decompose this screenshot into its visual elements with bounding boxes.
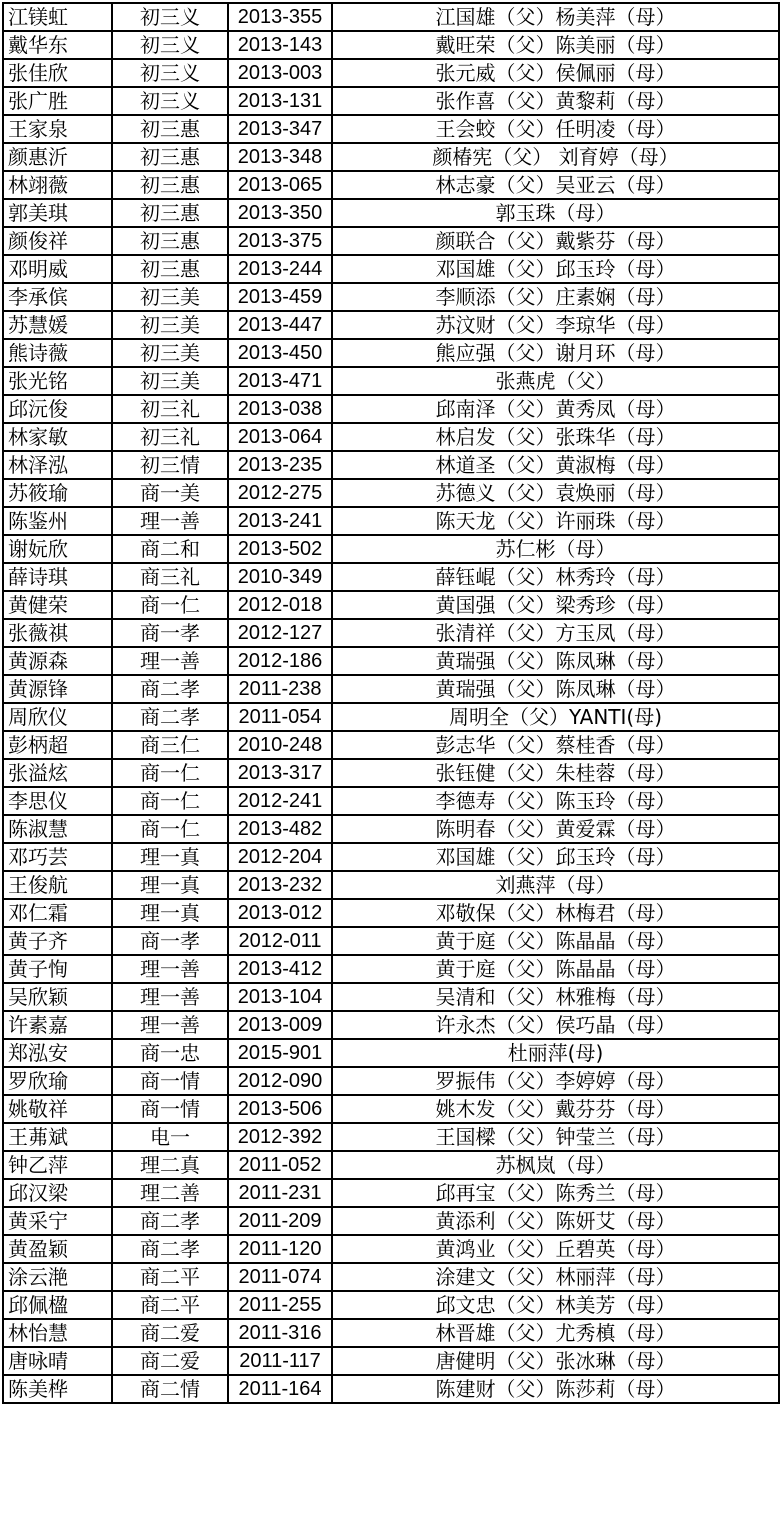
parents-cell: 苏德义（父）袁焕丽（母） bbox=[332, 479, 779, 507]
table-row bbox=[3, 311, 779, 339]
table-row bbox=[3, 507, 779, 535]
class-cell: 商二爱 bbox=[112, 1347, 228, 1375]
student-name-cell: 吴欣颖 bbox=[3, 983, 112, 1011]
student-name-cell: 王家泉 bbox=[3, 115, 112, 143]
student-id-cell: 2013-450 bbox=[228, 339, 332, 367]
student-name-cell: 林翊薇 bbox=[3, 171, 112, 199]
student-name-cell: 邱佩楹 bbox=[3, 1291, 112, 1319]
student-id-cell: 2013-355 bbox=[228, 3, 332, 31]
student-name-cell: 涂云滟 bbox=[3, 1263, 112, 1291]
parents-cell: 姚木发（父）戴芬芬（母） bbox=[332, 1095, 779, 1123]
parents-cell: 邱再宝（父）陈秀兰（母） bbox=[332, 1179, 779, 1207]
table-row bbox=[3, 899, 779, 927]
student-id-cell: 2012-018 bbox=[228, 591, 332, 619]
student-id-cell: 2013-412 bbox=[228, 955, 332, 983]
class-cell: 商二平 bbox=[112, 1291, 228, 1319]
parents-cell: 张燕虎（父） bbox=[332, 367, 779, 395]
parents-cell: 张清祥（父）方玉凤（母） bbox=[332, 619, 779, 647]
parents-cell: 陈建财（父）陈莎莉（母） bbox=[332, 1375, 779, 1403]
table-row bbox=[3, 283, 779, 311]
student-id-cell: 2012-127 bbox=[228, 619, 332, 647]
table-row bbox=[3, 423, 779, 451]
student-id-cell: 2011-238 bbox=[228, 675, 332, 703]
parents-cell: 李德寿（父）陈玉玲（母） bbox=[332, 787, 779, 815]
parents-cell: 罗振伟（父）李婷婷（母） bbox=[332, 1067, 779, 1095]
parents-cell: 周明全（父）YANTI(母) bbox=[332, 703, 779, 731]
student-name-cell: 张广胜 bbox=[3, 87, 112, 115]
table-row bbox=[3, 675, 779, 703]
student-name-cell: 钟乙萍 bbox=[3, 1151, 112, 1179]
table-row bbox=[3, 199, 779, 227]
student-name-cell: 颜俊祥 bbox=[3, 227, 112, 255]
class-cell: 理一善 bbox=[112, 955, 228, 983]
student-id-cell: 2011-255 bbox=[228, 1291, 332, 1319]
student-name-cell: 陈淑慧 bbox=[3, 815, 112, 843]
class-cell: 商一情 bbox=[112, 1095, 228, 1123]
student-name-cell: 彭柄超 bbox=[3, 731, 112, 759]
class-cell: 理一真 bbox=[112, 843, 228, 871]
parents-cell: 黄添利（父）陈妍艾（母） bbox=[332, 1207, 779, 1235]
student-id-cell: 2013-012 bbox=[228, 899, 332, 927]
parents-cell: 李顺添（父）庄素娴（母） bbox=[332, 283, 779, 311]
student-id-cell: 2013-482 bbox=[228, 815, 332, 843]
student-id-cell: 2011-316 bbox=[228, 1319, 332, 1347]
table-row bbox=[3, 619, 779, 647]
table-row bbox=[3, 451, 779, 479]
class-cell: 商三礼 bbox=[112, 563, 228, 591]
roster-table bbox=[2, 2, 780, 1404]
table-row bbox=[3, 1067, 779, 1095]
parents-cell: 林启发（父）张珠华（母） bbox=[332, 423, 779, 451]
student-id-cell: 2012-204 bbox=[228, 843, 332, 871]
student-id-cell: 2011-164 bbox=[228, 1375, 332, 1403]
student-id-cell: 2011-074 bbox=[228, 1263, 332, 1291]
parents-cell: 颜联合（父）戴紫芬（母） bbox=[332, 227, 779, 255]
student-id-cell: 2013-317 bbox=[228, 759, 332, 787]
student-id-cell: 2012-186 bbox=[228, 647, 332, 675]
class-cell: 商三仁 bbox=[112, 731, 228, 759]
student-id-cell: 2012-011 bbox=[228, 927, 332, 955]
student-id-cell: 2013-447 bbox=[228, 311, 332, 339]
student-name-cell: 林家敏 bbox=[3, 423, 112, 451]
table-row bbox=[3, 255, 779, 283]
table-row bbox=[3, 563, 779, 591]
table-row bbox=[3, 1207, 779, 1235]
student-name-cell: 薛诗琪 bbox=[3, 563, 112, 591]
table-row bbox=[3, 955, 779, 983]
parents-cell: 苏汶财（父）李琼华（母） bbox=[332, 311, 779, 339]
class-cell: 初三惠 bbox=[112, 143, 228, 171]
parents-cell: 颜椿宪（父） 刘育婷（母） bbox=[332, 143, 779, 171]
student-name-cell: 戴华东 bbox=[3, 31, 112, 59]
student-name-cell: 王俊航 bbox=[3, 871, 112, 899]
student-id-cell: 2012-392 bbox=[228, 1123, 332, 1151]
student-name-cell: 江镁虹 bbox=[3, 3, 112, 31]
table-row bbox=[3, 59, 779, 87]
table-row bbox=[3, 1123, 779, 1151]
class-cell: 商二孝 bbox=[112, 1235, 228, 1263]
table-row bbox=[3, 1291, 779, 1319]
student-id-cell: 2012-241 bbox=[228, 787, 332, 815]
student-name-cell: 黄子恂 bbox=[3, 955, 112, 983]
student-id-cell: 2010-349 bbox=[228, 563, 332, 591]
table-row bbox=[3, 591, 779, 619]
parents-cell: 彭志华（父）蔡桂香（母） bbox=[332, 731, 779, 759]
student-name-cell: 郑泓安 bbox=[3, 1039, 112, 1067]
parents-cell: 陈天龙（父）许丽珠（母） bbox=[332, 507, 779, 535]
student-id-cell: 2011-054 bbox=[228, 703, 332, 731]
class-cell: 初三美 bbox=[112, 339, 228, 367]
class-cell: 理一真 bbox=[112, 871, 228, 899]
student-name-cell: 黄健荣 bbox=[3, 591, 112, 619]
class-cell: 初三义 bbox=[112, 87, 228, 115]
student-name-cell: 张光铭 bbox=[3, 367, 112, 395]
student-id-cell: 2013-003 bbox=[228, 59, 332, 87]
class-cell: 初三惠 bbox=[112, 171, 228, 199]
student-id-cell: 2011-209 bbox=[228, 1207, 332, 1235]
student-name-cell: 陈美桦 bbox=[3, 1375, 112, 1403]
student-name-cell: 唐咏晴 bbox=[3, 1347, 112, 1375]
class-cell: 商一仁 bbox=[112, 787, 228, 815]
student-id-cell: 2013-471 bbox=[228, 367, 332, 395]
parents-cell: 黄瑞强（父）陈凤琳（母） bbox=[332, 675, 779, 703]
student-id-cell: 2013-375 bbox=[228, 227, 332, 255]
parents-cell: 邓国雄（父）邱玉玲（母） bbox=[332, 255, 779, 283]
class-cell: 初三美 bbox=[112, 283, 228, 311]
table-row bbox=[3, 731, 779, 759]
parents-cell: 张元威（父）侯佩丽（母） bbox=[332, 59, 779, 87]
class-cell: 商二爱 bbox=[112, 1319, 228, 1347]
table-row bbox=[3, 871, 779, 899]
student-id-cell: 2011-120 bbox=[228, 1235, 332, 1263]
table-row bbox=[3, 1095, 779, 1123]
table-row bbox=[3, 647, 779, 675]
student-name-cell: 许素嘉 bbox=[3, 1011, 112, 1039]
table-row bbox=[3, 927, 779, 955]
table-row bbox=[3, 339, 779, 367]
student-id-cell: 2013-459 bbox=[228, 283, 332, 311]
parents-cell: 林道圣（父）黄淑梅（母） bbox=[332, 451, 779, 479]
class-cell: 理二善 bbox=[112, 1179, 228, 1207]
student-id-cell: 2012-275 bbox=[228, 479, 332, 507]
class-cell: 商一仁 bbox=[112, 815, 228, 843]
parents-cell: 许永杰（父）侯巧晶（母） bbox=[332, 1011, 779, 1039]
parents-cell: 江国雄（父）杨美萍（母） bbox=[332, 3, 779, 31]
table-row bbox=[3, 703, 779, 731]
student-id-cell: 2013-506 bbox=[228, 1095, 332, 1123]
class-cell: 商二平 bbox=[112, 1263, 228, 1291]
table-row bbox=[3, 143, 779, 171]
table-row bbox=[3, 395, 779, 423]
table-row bbox=[3, 171, 779, 199]
student-name-cell: 张溢炫 bbox=[3, 759, 112, 787]
parents-cell: 王会蛟（父）任明凌（母） bbox=[332, 115, 779, 143]
class-cell: 理一善 bbox=[112, 507, 228, 535]
student-id-cell: 2013-502 bbox=[228, 535, 332, 563]
table-row bbox=[3, 1039, 779, 1067]
class-cell: 商一情 bbox=[112, 1067, 228, 1095]
student-name-cell: 邱沅俊 bbox=[3, 395, 112, 423]
student-id-cell: 2011-231 bbox=[228, 1179, 332, 1207]
parents-cell: 唐健明（父）张冰琳（母） bbox=[332, 1347, 779, 1375]
parents-cell: 邱南泽（父）黄秀凤（母） bbox=[332, 395, 779, 423]
student-name-cell: 苏慧媛 bbox=[3, 311, 112, 339]
table-row bbox=[3, 31, 779, 59]
student-name-cell: 周欣仪 bbox=[3, 703, 112, 731]
student-name-cell: 郭美琪 bbox=[3, 199, 112, 227]
parents-cell: 张钰健（父）朱桂蓉（母） bbox=[332, 759, 779, 787]
class-cell: 初三惠 bbox=[112, 255, 228, 283]
class-cell: 初三义 bbox=[112, 59, 228, 87]
student-id-cell: 2012-090 bbox=[228, 1067, 332, 1095]
student-name-cell: 罗欣瑜 bbox=[3, 1067, 112, 1095]
parents-cell: 黄鸿业（父）丘碧英（母） bbox=[332, 1235, 779, 1263]
parents-cell: 黄于庭（父）陈晶晶（母） bbox=[332, 927, 779, 955]
student-name-cell: 林泽泓 bbox=[3, 451, 112, 479]
parents-cell: 杜丽萍(母) bbox=[332, 1039, 779, 1067]
class-cell: 商二孝 bbox=[112, 675, 228, 703]
student-id-cell: 2013-038 bbox=[228, 395, 332, 423]
student-id-cell: 2013-232 bbox=[228, 871, 332, 899]
class-cell: 初三惠 bbox=[112, 199, 228, 227]
student-name-cell: 黄盈颖 bbox=[3, 1235, 112, 1263]
table-row bbox=[3, 87, 779, 115]
class-cell: 初三美 bbox=[112, 367, 228, 395]
class-cell: 初三礼 bbox=[112, 395, 228, 423]
student-name-cell: 邓仁霜 bbox=[3, 899, 112, 927]
parents-cell: 林晋雄（父）尤秀槙（母） bbox=[332, 1319, 779, 1347]
class-cell: 商二和 bbox=[112, 535, 228, 563]
table-row bbox=[3, 1179, 779, 1207]
class-cell: 初三礼 bbox=[112, 423, 228, 451]
parents-cell: 郭玉珠（母） bbox=[332, 199, 779, 227]
student-id-cell: 2011-117 bbox=[228, 1347, 332, 1375]
class-cell: 商二孝 bbox=[112, 703, 228, 731]
student-name-cell: 李思仪 bbox=[3, 787, 112, 815]
student-name-cell: 邱汉梁 bbox=[3, 1179, 112, 1207]
parents-cell: 林志豪（父）吴亚云（母） bbox=[332, 171, 779, 199]
student-name-cell: 李承傧 bbox=[3, 283, 112, 311]
class-cell: 商一仁 bbox=[112, 591, 228, 619]
parents-cell: 邱文忠（父）林美芳（母） bbox=[332, 1291, 779, 1319]
table-row bbox=[3, 227, 779, 255]
student-id-cell: 2013-104 bbox=[228, 983, 332, 1011]
student-id-cell: 2013-143 bbox=[228, 31, 332, 59]
student-id-cell: 2013-350 bbox=[228, 199, 332, 227]
class-cell: 理一善 bbox=[112, 983, 228, 1011]
roster-body bbox=[3, 3, 779, 1403]
table-row bbox=[3, 1235, 779, 1263]
student-id-cell: 2013-065 bbox=[228, 171, 332, 199]
student-id-cell: 2013-244 bbox=[228, 255, 332, 283]
parents-cell: 吴清和（父）林雅梅（母） bbox=[332, 983, 779, 1011]
parents-cell: 戴旺荣（父）陈美丽（母） bbox=[332, 31, 779, 59]
class-cell: 商二情 bbox=[112, 1375, 228, 1403]
parents-cell: 黄于庭（父）陈晶晶（母） bbox=[332, 955, 779, 983]
student-id-cell: 2013-347 bbox=[228, 115, 332, 143]
student-name-cell: 邓明威 bbox=[3, 255, 112, 283]
table-row bbox=[3, 535, 779, 563]
student-id-cell: 2013-131 bbox=[228, 87, 332, 115]
parents-cell: 王国樑（父）钟莹兰（母） bbox=[332, 1123, 779, 1151]
table-row bbox=[3, 983, 779, 1011]
class-cell: 商二孝 bbox=[112, 1207, 228, 1235]
parents-cell: 邓国雄（父）邱玉玲（母） bbox=[332, 843, 779, 871]
student-name-cell: 黄源锋 bbox=[3, 675, 112, 703]
class-cell: 初三义 bbox=[112, 31, 228, 59]
parents-cell: 陈明春（父）黄爱霖（母） bbox=[332, 815, 779, 843]
student-id-cell: 2011-052 bbox=[228, 1151, 332, 1179]
class-cell: 初三情 bbox=[112, 451, 228, 479]
student-id-cell: 2013-348 bbox=[228, 143, 332, 171]
parents-cell: 薛钰崐（父）林秀玲（母） bbox=[332, 563, 779, 591]
table-row bbox=[3, 1151, 779, 1179]
student-id-cell: 2013-241 bbox=[228, 507, 332, 535]
student-id-cell: 2013-009 bbox=[228, 1011, 332, 1039]
student-name-cell: 张佳欣 bbox=[3, 59, 112, 87]
student-name-cell: 黄采宁 bbox=[3, 1207, 112, 1235]
class-cell: 理一真 bbox=[112, 899, 228, 927]
student-name-cell: 邓巧芸 bbox=[3, 843, 112, 871]
class-cell: 初三义 bbox=[112, 3, 228, 31]
class-cell: 商一仁 bbox=[112, 759, 228, 787]
parents-cell: 刘燕萍（母） bbox=[332, 871, 779, 899]
parents-cell: 黄国强（父）梁秀珍（母） bbox=[332, 591, 779, 619]
class-cell: 商一孝 bbox=[112, 619, 228, 647]
parents-cell: 涂建文（父）林丽萍（母） bbox=[332, 1263, 779, 1291]
student-name-cell: 黄源森 bbox=[3, 647, 112, 675]
table-row bbox=[3, 1319, 779, 1347]
student-name-cell: 林怡慧 bbox=[3, 1319, 112, 1347]
table-row bbox=[3, 815, 779, 843]
student-name-cell: 谢妧欣 bbox=[3, 535, 112, 563]
student-name-cell: 王茀斌 bbox=[3, 1123, 112, 1151]
parents-cell: 黄瑞强（父）陈凤琳（母） bbox=[332, 647, 779, 675]
student-name-cell: 张薇祺 bbox=[3, 619, 112, 647]
table-row bbox=[3, 1347, 779, 1375]
table-row bbox=[3, 787, 779, 815]
parents-cell: 熊应强（父）谢月环（母） bbox=[332, 339, 779, 367]
student-id-cell: 2013-064 bbox=[228, 423, 332, 451]
student-name-cell: 黄子齐 bbox=[3, 927, 112, 955]
parents-cell: 苏仁彬（母） bbox=[332, 535, 779, 563]
class-cell: 理二真 bbox=[112, 1151, 228, 1179]
student-id-cell: 2013-235 bbox=[228, 451, 332, 479]
student-id-cell: 2010-248 bbox=[228, 731, 332, 759]
student-name-cell: 苏筱瑜 bbox=[3, 479, 112, 507]
class-cell: 商一忠 bbox=[112, 1039, 228, 1067]
class-cell: 初三美 bbox=[112, 311, 228, 339]
student-name-cell: 颜惠沂 bbox=[3, 143, 112, 171]
table-row bbox=[3, 479, 779, 507]
table-row bbox=[3, 843, 779, 871]
table-row bbox=[3, 367, 779, 395]
table-row bbox=[3, 1263, 779, 1291]
table-row bbox=[3, 3, 779, 31]
parents-cell: 邓敬保（父）林梅君（母） bbox=[332, 899, 779, 927]
class-cell: 初三惠 bbox=[112, 227, 228, 255]
table-row bbox=[3, 759, 779, 787]
parents-cell: 张作喜（父）黄黎莉（母） bbox=[332, 87, 779, 115]
table-row bbox=[3, 115, 779, 143]
class-cell: 初三惠 bbox=[112, 115, 228, 143]
class-cell: 理一善 bbox=[112, 1011, 228, 1039]
student-name-cell: 陈鉴州 bbox=[3, 507, 112, 535]
class-cell: 商一美 bbox=[112, 479, 228, 507]
table-row bbox=[3, 1375, 779, 1403]
parents-cell: 苏枫岚（母） bbox=[332, 1151, 779, 1179]
class-cell: 理一善 bbox=[112, 647, 228, 675]
student-name-cell: 姚敬祥 bbox=[3, 1095, 112, 1123]
student-name-cell: 熊诗薇 bbox=[3, 339, 112, 367]
student-id-cell: 2015-901 bbox=[228, 1039, 332, 1067]
class-cell: 商一孝 bbox=[112, 927, 228, 955]
table-row bbox=[3, 1011, 779, 1039]
class-cell: 电一 bbox=[112, 1123, 228, 1151]
